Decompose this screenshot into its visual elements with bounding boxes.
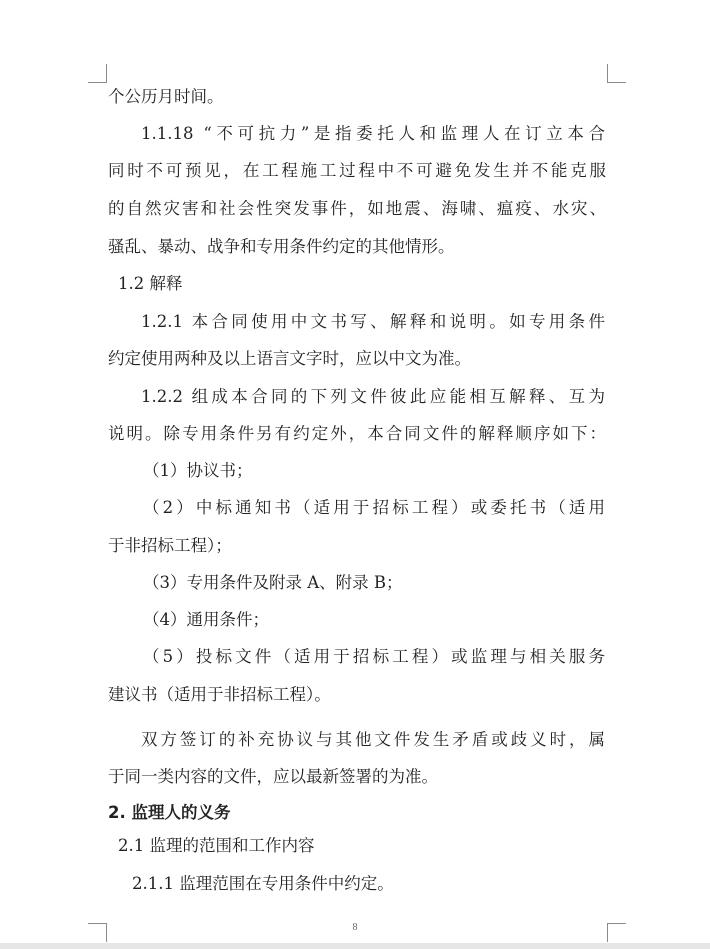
- clause-1-2-2-line-2: 说明。除专用条件另有约定外，本合同文件的解释顺序如下：: [108, 424, 606, 443]
- clause-1-2-2-line-1: 1.2.2 组成本合同的下列文件彼此应能相互解释、互为: [141, 387, 605, 406]
- list-item-3: （3）专用条件及附录 A、附录 B；: [143, 573, 403, 592]
- text-line: 个公历月时间。: [108, 87, 224, 106]
- clause-1-2-1-line-1: 1.2.1 本合同使用中文书写、解释和说明。如专用条件: [141, 312, 605, 331]
- list-item-5-line-1: （5）投标文件（适用于招标工程）或监理与相关服务: [143, 647, 605, 666]
- clause-1-2-1-line-2: 约定使用两种及以上语言文字时，应以中文为准。: [108, 349, 471, 368]
- list-item-2-line-2: 于非招标工程）；: [108, 536, 232, 555]
- supplement-paragraph-line-1: 双方签订的补充协议与其他文件发生矛盾或歧义时，属: [141, 730, 605, 749]
- chapter-heading-2: 2. 监理人的义务: [108, 803, 231, 822]
- clause-2-1-1: 2.1.1 监理范围在专用条件中约定。: [132, 874, 394, 893]
- list-item-5-line-2: 建议书（适用于非招标工程）。: [108, 685, 331, 704]
- window-bottom-edge: [0, 943, 710, 949]
- clause-1-1-18-line-1: 1.1.18 “不可抗力”是指委托人和监理人在订立本合: [141, 124, 605, 143]
- crop-mark-top-right: [607, 64, 626, 83]
- crop-mark-top-left: [88, 64, 107, 83]
- clause-1-1-18-line-4: 骚乱、暴动、战争和专用条件约定的其他情形。: [108, 237, 455, 256]
- list-item-4: （4）通用条件；: [143, 610, 269, 629]
- section-heading-2-1: 2.1 监理的范围和工作内容: [118, 836, 315, 855]
- clause-1-1-18-line-3: 的自然灾害和社会性突发事件，如地震、海啸、瘟疫、水灾、: [108, 199, 606, 218]
- supplement-paragraph-line-2: 于同一类内容的文件，应以最新签署的为准。: [108, 767, 438, 786]
- list-item-2-line-1: （2）中标通知书（适用于招标工程）或委托书（适用: [143, 498, 605, 517]
- list-item-1: （1）协议书；: [143, 461, 253, 480]
- section-heading-1-2: 1.2 解释: [118, 274, 183, 293]
- clause-1-1-18-line-2: 同时不可预见，在工程施工过程中不可避免发生并不能克服: [108, 161, 606, 180]
- page-number: 8: [352, 922, 358, 933]
